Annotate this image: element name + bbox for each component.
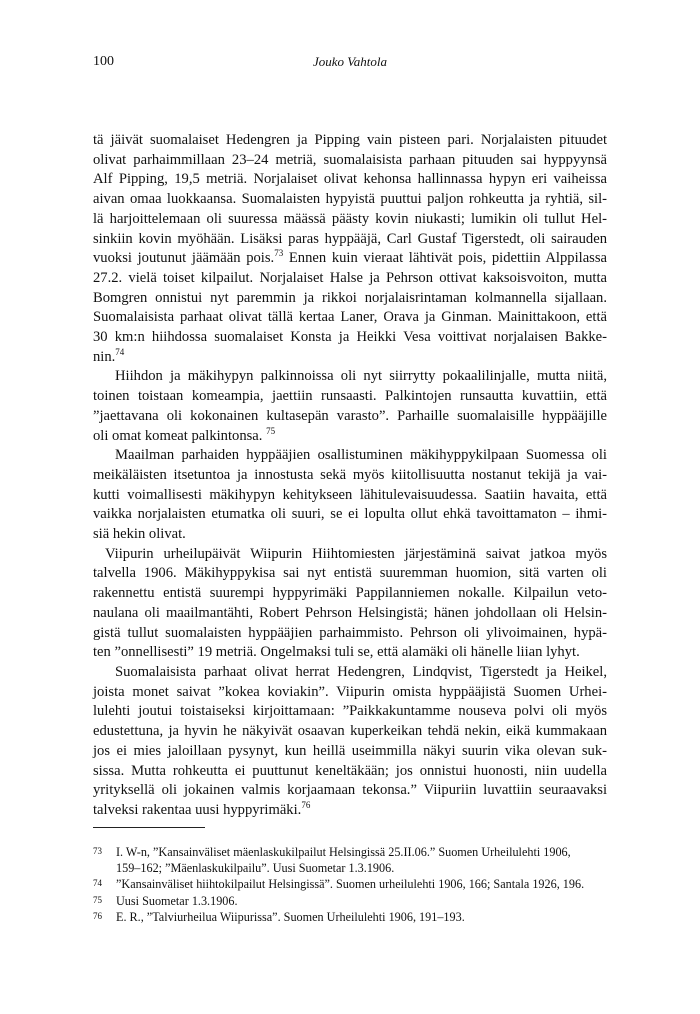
text-line: edustettuna, ja hyvin he näkyivät osaavan kuperkeikan tehdä nekin, eikä kummakaan — [93, 723, 607, 740]
footnote — [93, 844, 607, 876]
text-line: sissa. Mutta rohkeutta ei puuttunut keneltäkään; jos onnistui huonosti, niin uudella — [93, 762, 607, 779]
text-line: Alf Pipping, 19,5 metriä. Norjalaiset olivat kehonsa hallinnassa hypyn eri vaiheissa — [93, 171, 607, 188]
text-line: meikäläisten itsetuntoa ja innostusta sekä myös kiitollisuutta nostanut tekijä ja vai- — [93, 466, 607, 483]
footnote-ref[interactable]: 76 — [301, 799, 311, 810]
text-line: Suomalaisista parhaat olivat tällä kertaa Laner, Orava ja Ginman. Mainittakoon, että — [93, 309, 607, 326]
text-line: kutti voimallisesti mäkihypyn kehitykseen lähitulevaisuudessa. Saatiin havaita, että — [93, 486, 607, 503]
footnote-text: E. R., ”Talviurheilua Wiipurissa”. Suomen Urheilulehti 1906, 191–193. — [116, 909, 465, 924]
text-line: oli omat komeat palkintonsa. $^{75}$ — [93, 425, 276, 444]
footnote-text: ”Kansainväliset hiihtokilpailut Helsingissä”. Suomen urheilulehti 1906, 166; Santala 1926, 196. — [116, 877, 585, 892]
footnote-number: 76 — [93, 910, 102, 921]
footnote-ref[interactable]: 75 — [266, 425, 276, 436]
text-line: ten ”onnellisesti” 19 metriä. Ongelmaksi tuli se, että alamäki oli hänelle liian lyhyt. — [93, 644, 580, 661]
text-line: talvella 1906. Mäkihyppykisa sai nyt entistä suuremman huomion, sitä varten oli — [93, 565, 607, 582]
paragraph — [93, 367, 607, 446]
footnote-number: 73 — [93, 846, 102, 856]
text-line: tä jäivät suomalaiset Hedengren ja Pipping vain pisteen pari. Norjalaisten pituudet — [93, 132, 607, 148]
text-line: joista monet saivat ”kokea koviakin”. Viipurin omista hyppääjistä Suomen Urhei- — [93, 683, 607, 700]
footnote-number: 74 — [93, 878, 102, 889]
footnotes — [93, 844, 607, 925]
text-line: lulehti joutui toistaiseksi kirjoittamaan: ”Paikkakuntamme nouseva polvi oli myös — [93, 703, 607, 720]
text-line: nin.$^{74}$ — [93, 346, 125, 365]
text-line: 27.2. vielä toiset kilpailut. Norjalaiset Halse ja Pehrson ottivat kaksoisvoiton, mutta — [93, 269, 607, 286]
footnote-text: Uusi Suometar 1.3.1906. — [116, 893, 238, 908]
text-line: olivat parhaimmillaan 23–24 metriä, suomalaisista parhaan pituuden sai hyppyynsä — [93, 151, 607, 168]
footnote-number: 75 — [93, 894, 102, 905]
paragraph — [93, 131, 607, 367]
text-line: lä harjoittelemaan oli suuressa määssä päästy kovin niukasti; lumikin oli tullut Hel- — [93, 210, 607, 227]
text-line: siä hekin olivat. — [93, 526, 186, 543]
text-line: Viipurin urheilupäivät Wiipurin Hiihtomiesten järjestäminä saivat jatkoa myös — [105, 545, 607, 562]
text-line: gistä tullut suomalaisten hyppääjien parhaimmisto. Pehrson oli ylivoimainen, hypä- — [93, 624, 607, 641]
paragraph — [93, 446, 607, 545]
text-line: naulana oli maailmantähti, Robert Pehrson Helsingistä; hänen johdollaan oli Helsin- — [93, 604, 607, 621]
text-line: Bomgren onnistui nyt paremmin ja rikkoi norjalaisrintaman kolmannella sijallaan. — [93, 289, 607, 306]
text-line: jos ei mies jaloillaan pysynyt, kun heillä useimmilla näkyi suurin vika olevan suk- — [93, 742, 607, 759]
page-number: 100 — [93, 54, 114, 69]
page-header — [93, 54, 607, 74]
footnote — [93, 909, 607, 925]
text-line: Hiihdon ja mäkihypyn palkinnoissa oli nyt siirrytty pokaalilinjalle, mutta niitä, — [115, 368, 607, 385]
body-text — [93, 131, 607, 821]
footnote-text: 159–162; ”Mäenlaskukilpailu”. Uusi Suometar 1.3.1906. — [116, 861, 395, 876]
footnote — [93, 893, 607, 909]
text-line: vuoksi joutunut jäämään pois.$^{73}$ Ennen kuin vieraat lähtivät pois, pidettiin Alppilassa — [93, 248, 608, 267]
footnote-text: I. W-n, ”Kansainväliset mäenlaskukilpailut Helsingissä 25.II.06.” Suomen Urheilulehti 1906, — [116, 845, 571, 859]
paragraph — [93, 663, 607, 821]
text-line: sinkiin kovin myöhään. Lisäksi paras hyppääjä, Carl Gustaf Tigerstedt, oli sairauden — [93, 230, 607, 247]
footnote-ref[interactable]: 73 — [274, 248, 284, 259]
text-line: aivan omaa luokkaansa. Suomalaisten hypyistä puuttui paljon rohkeutta ja ryhtiä, sil- — [93, 191, 607, 208]
footnote-ref[interactable]: 74 — [115, 346, 125, 357]
text-line: rakennettu entistä suurempi hyppyrimäki Pappilanniemen nokalle. Kilpailun veto- — [93, 585, 607, 602]
text-line: vaikka norjalaisten etumatka oli suuri, se ei lopulta ollut ehkä tavoittamaton – ihmi- — [93, 506, 607, 523]
running-head: Jouko Vahtola — [312, 54, 387, 69]
text-line: toinen toistaan komeampia, jaettiin runsaasti. Palkintojen runsautta kuvattiin, että — [93, 388, 607, 405]
footnote — [93, 876, 607, 892]
text-line: yrityksellä oli jokainen valmis korjaamaan tekonsa.” Viipuriin luvattiin seuraavaksi — [93, 782, 607, 799]
text-line: 30 km:n hiihdossa suomalaiset Konsta ja Heikki Vesa voittivat norjalaisen Bakke- — [93, 329, 607, 346]
text-line: talveksi rakentaa uusi hyppyrimäki.$^{76}$ — [93, 799, 311, 818]
footnote-divider — [93, 827, 205, 828]
paragraph — [93, 545, 607, 663]
text-line: ”jaettavana oli kokonainen kultasepän varasto”. Parhaille suomalaisille hyppääjille — [93, 407, 607, 424]
text-line: Suomalaisista parhaat olivat herrat Hedengren, Lindqvist, Tigerstedt ja Heikel, — [115, 663, 607, 680]
text-line: Maailman parhaiden hyppääjien osallistuminen mäkihyppykilpaan Suomessa oli — [115, 447, 607, 464]
